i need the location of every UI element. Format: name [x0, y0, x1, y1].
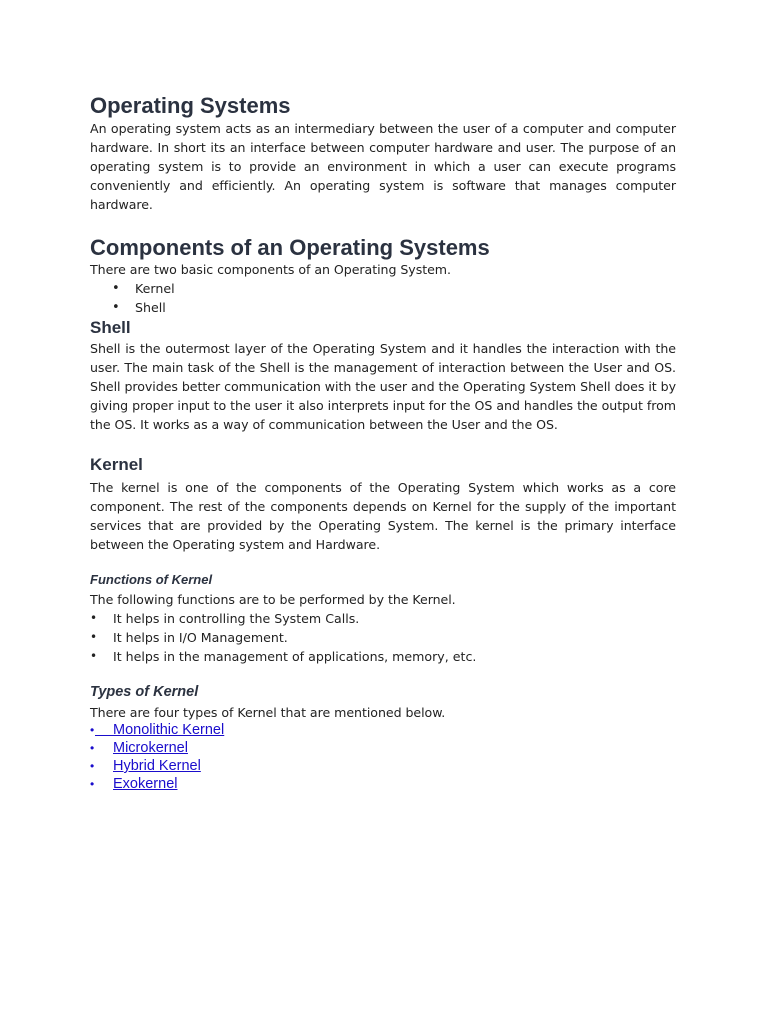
heading-types-of-kernel: Types of Kernel: [90, 684, 199, 700]
link-monolithic-kernel[interactable]: Monolithic Kernel: [113, 722, 224, 738]
link-exokernel[interactable]: Exokernel: [113, 776, 178, 792]
bullet-icon: •: [90, 649, 98, 663]
heading-shell: Shell: [90, 318, 131, 337]
list-item: • It helps in I/O Management.: [90, 630, 288, 645]
paragraph-os-intro: An operating system acts as an intermediary between the user of a computer and computer hardware. In short its an interface between computer hardware and user. The purpose of an operating system is to provide an environment in which a user can execute programs conveniently and efficiently. An operating system is software that manages computer hardware.: [90, 121, 676, 212]
list-item: • Shell: [112, 300, 166, 315]
bullet-icon: •: [90, 611, 98, 625]
paragraph-types-intro: There are four types of Kernel that are mentioned below.: [90, 705, 446, 720]
link-underline-lead: [95, 735, 113, 736]
paragraph-shell: Shell is the outermost layer of the Operating System and it handles the interaction with the user. The main task of the Shell is the management of interaction between the User and OS. Shell provides better communication with the user and the Operating System Shell does it by giving proper input to the user it also interprets input for the OS and handles the output from the OS. It works as a way of communication between the User and the OS.: [90, 341, 676, 432]
list-item: [90, 721, 676, 739]
list-item: • It helps in controlling the System Calls.: [90, 611, 360, 626]
heading-functions-of-kernel: Functions of Kernel: [90, 572, 213, 587]
list-item: [90, 757, 676, 775]
document-page: [90, 92, 676, 793]
kernel-types-list: [90, 721, 676, 793]
link-microkernel[interactable]: Microkernel: [113, 740, 188, 756]
bullet-icon: •: [112, 300, 120, 315]
paragraph-components-intro: There are two basic components of an Operating System.: [90, 262, 451, 277]
bullet-icon: •: [90, 741, 95, 755]
paragraph-kernel: The kernel is one of the components of the Operating System which works as a core component. The rest of the components depends on Kernel for the supply of the important services that are provided by the Operating System. The kernel is the primary interface between the Operating system and Hardware.: [90, 480, 676, 552]
list-item: [90, 739, 676, 757]
heading-kernel: Kernel: [90, 455, 143, 474]
heading-operating-systems: Operating Systems: [90, 93, 291, 118]
link-hybrid-kernel[interactable]: Hybrid Kernel: [113, 758, 201, 774]
list-item: • Kernel: [112, 281, 175, 296]
functions-list: [90, 609, 676, 666]
bullet-icon: •: [90, 777, 95, 791]
bullet-icon: •: [90, 723, 95, 737]
bullet-icon: •: [112, 281, 120, 296]
bullet-icon: •: [90, 630, 98, 644]
list-item: [90, 775, 676, 793]
list-item: • It helps in the management of applications, memory, etc.: [90, 649, 477, 664]
bullet-icon: •: [90, 759, 95, 773]
heading-components: Components of an Operating Systems: [90, 235, 490, 260]
paragraph-functions-intro: The following functions are to be performed by the Kernel.: [90, 592, 456, 607]
components-list: [90, 279, 676, 317]
